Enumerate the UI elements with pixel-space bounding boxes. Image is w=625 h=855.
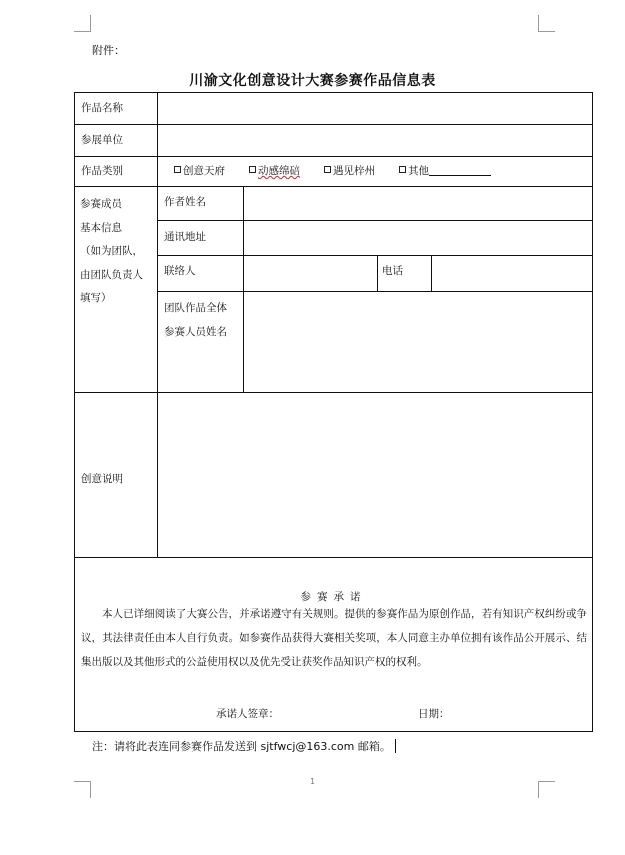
category-option[interactable]: 遇见梓州 xyxy=(324,164,375,178)
author-name-label: 作者姓名 xyxy=(164,196,206,208)
checkbox-icon[interactable] xyxy=(174,166,181,173)
row-divider xyxy=(157,291,593,292)
row-divider xyxy=(74,557,593,558)
column-divider xyxy=(243,186,244,392)
phone-label: 电话 xyxy=(382,265,403,277)
row-divider xyxy=(157,220,593,221)
address-label: 通讯地址 xyxy=(164,231,206,243)
form-title: 川渝文化创意设计大赛参赛作品信息表 xyxy=(189,73,436,89)
category-option[interactable]: 其他 xyxy=(399,164,491,178)
team-members-label-line2: 参赛人员姓名 xyxy=(164,326,227,338)
table-border-left xyxy=(74,92,75,732)
checkbox-icon[interactable] xyxy=(399,166,406,173)
text-cursor xyxy=(395,739,396,753)
table-border-bottom xyxy=(74,731,593,732)
member-info-label: 参赛成员 基本信息 （如为团队， 由团队负责人 填写） xyxy=(80,198,143,304)
row-divider xyxy=(74,186,593,187)
table-border-right xyxy=(592,92,593,732)
checkbox-icon[interactable] xyxy=(249,166,256,173)
unit-label: 参展单位 xyxy=(81,134,123,146)
row-divider xyxy=(157,255,593,256)
work-name-label: 作品名称 xyxy=(81,102,123,114)
category-option[interactable]: 创意天府 xyxy=(174,164,225,178)
row-divider xyxy=(74,124,593,125)
table-border-top xyxy=(74,92,593,93)
column-divider xyxy=(157,92,158,558)
category-option[interactable]: 动感绵碚 xyxy=(249,164,300,178)
category-label: 作品类别 xyxy=(81,165,123,177)
submission-note: 注：请将此表连同参赛作品发送到 sjtfwcj@163.com 邮箱。 xyxy=(92,738,396,754)
other-blank-line[interactable] xyxy=(429,165,491,176)
corner-mark-top-right xyxy=(538,15,555,32)
commitment-body: 本人已详细阅读了大赛公告，并承诺遵守有关规则。提供的参赛作品为原创作品，若有知识产权纠纷或争议，其法律责任由本人自行负责。如参赛作品获得大赛相关奖项，本人同意主办单位拥有该作品公开展示、结集出版以及其他形式的公益使用权以及优先受让获奖作品知识产权的权利。 xyxy=(81,608,587,668)
description-label: 创意说明 xyxy=(81,473,123,485)
signature-label: 承诺人签章： xyxy=(216,708,279,720)
date-label: 日期： xyxy=(418,708,450,720)
column-divider xyxy=(377,255,378,291)
row-divider xyxy=(74,392,593,393)
contact-label: 联络人 xyxy=(164,265,196,277)
attachment-label: 附件： xyxy=(92,44,125,57)
commitment-title: 参赛承诺 xyxy=(300,591,367,603)
row-divider xyxy=(74,156,593,157)
team-members-label-line1: 团队作品全体 xyxy=(164,302,227,314)
page-number: 1 xyxy=(309,777,316,786)
column-divider xyxy=(431,255,432,291)
checkbox-icon[interactable] xyxy=(324,166,331,173)
corner-mark-top-left xyxy=(74,15,91,32)
